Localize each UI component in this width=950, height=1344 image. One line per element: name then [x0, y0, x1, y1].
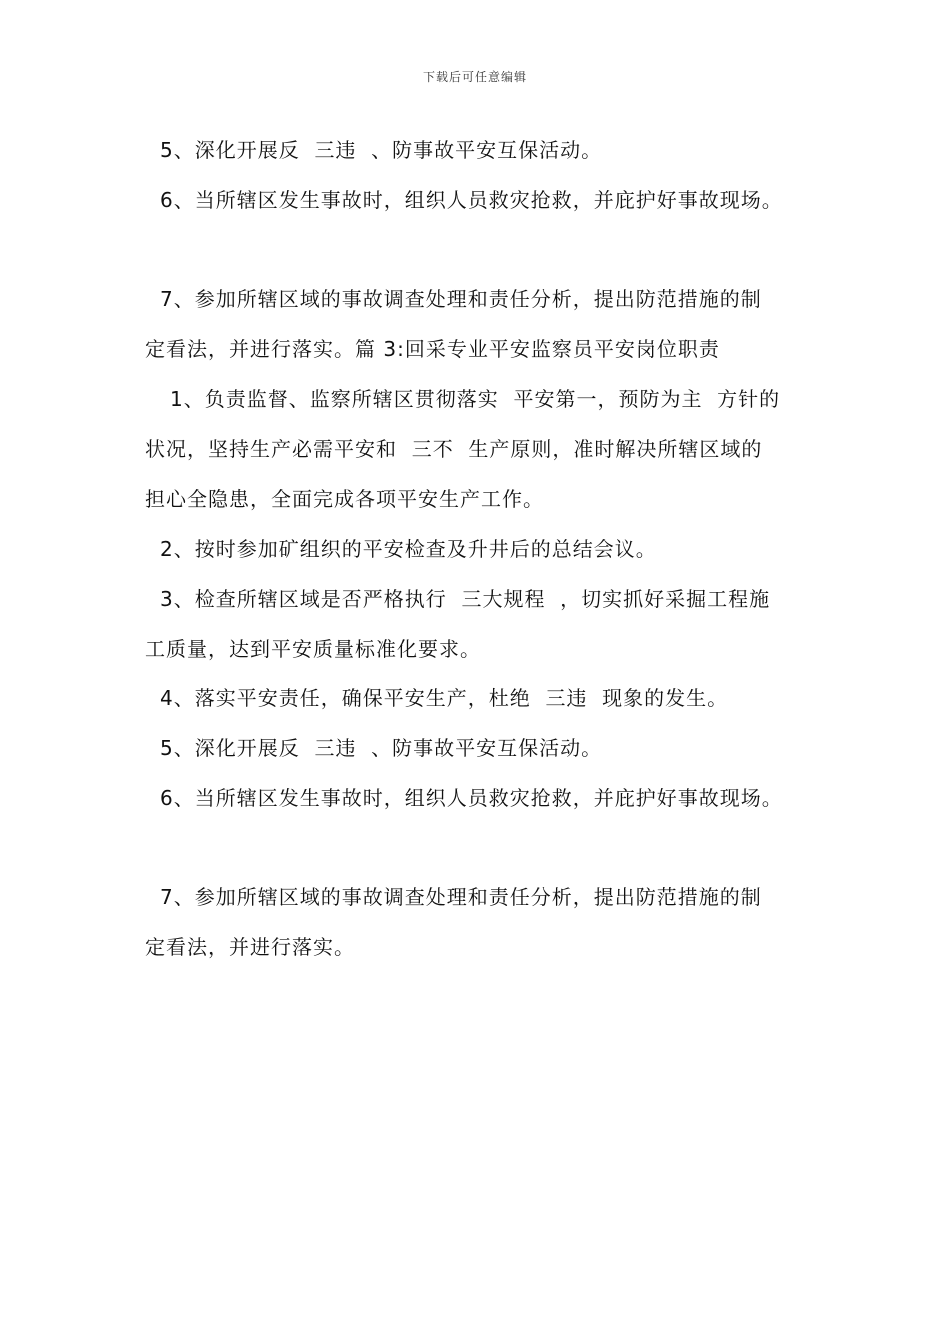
text-line: 5、深化开展反 三违 、防事故平安互保活动。 — [160, 138, 603, 162]
text-line: 1、负责监督、监察所辖区贯彻落实 平安第一，预防为主 方针的 — [170, 387, 781, 411]
page-header: 下载后可任意编辑 — [422, 70, 527, 84]
text-line: 状况，坚持生产必需平安和 三不 生产原则，准时解决所辖区域的 — [145, 437, 763, 461]
text-line: 2、按时参加矿组织的平安检查及升井后的总结会议。 — [160, 537, 657, 561]
text-line: 3、检查所辖区域是否严格执行 三大规程 ，切实抓好采掘工程施 — [160, 587, 771, 611]
text-line: 7、参加所辖区域的事故调查处理和责任分析，提出防范措施的制 — [160, 885, 762, 909]
text-line: 7、参加所辖区域的事故调查处理和责任分析，提出防范措施的制 — [160, 287, 762, 311]
text-line: 定看法，并进行落实。篇 3:回采专业平安监察员平安岗位职责 — [145, 337, 720, 361]
text-line: 定看法，并进行落实。 — [145, 935, 355, 959]
text-line: 工质量，达到平安质量标准化要求。 — [145, 637, 481, 661]
text-line: 5、深化开展反 三违 、防事故平安互保活动。 — [160, 736, 603, 760]
text-line: 6、当所辖区发生事故时，组织人员救灾抢救，并庇护好事故现场。 — [160, 786, 783, 810]
text-line: 4、落实平安责任，确保平安生产，杜绝 三违 现象的发生。 — [160, 686, 729, 710]
text-line: 6、当所辖区发生事故时，组织人员救灾抢救，并庇护好事故现场。 — [160, 188, 783, 212]
text-line: 担心全隐患，全面完成各项平安生产工作。 — [145, 487, 544, 511]
